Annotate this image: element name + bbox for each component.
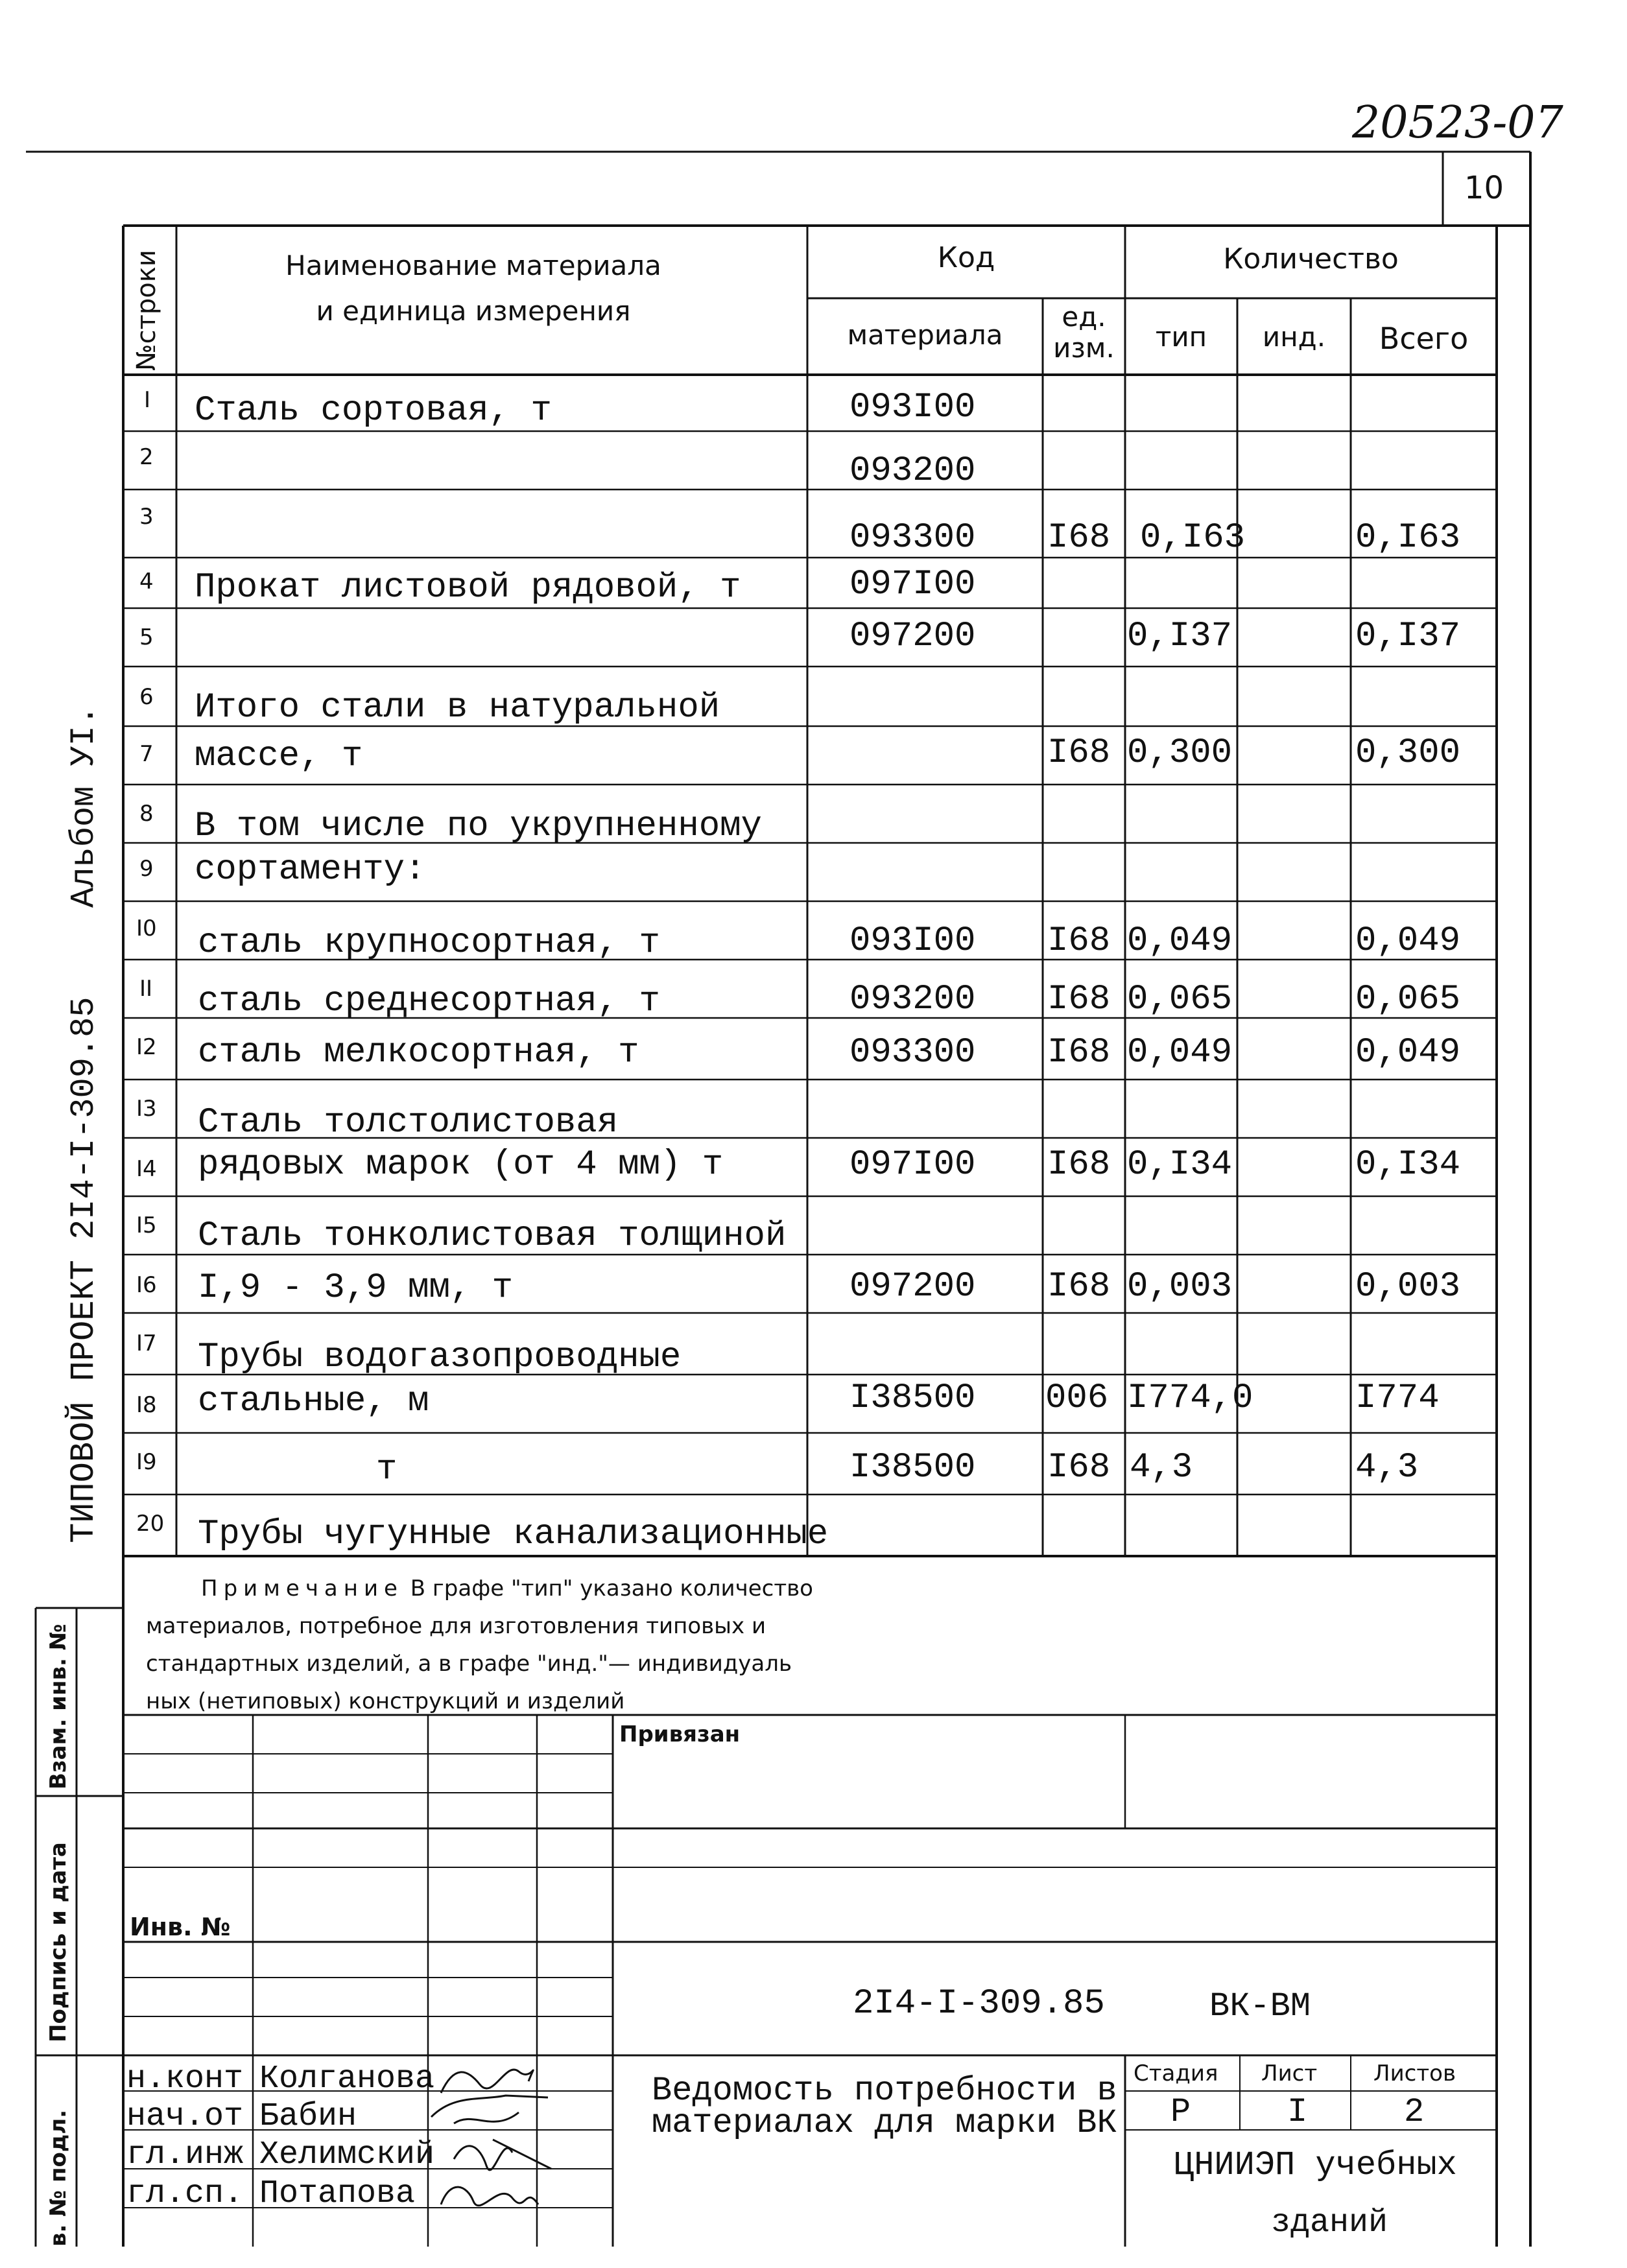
signer-name: Бабин [259,2098,357,2135]
material-code-header: материала [847,319,1003,351]
sheet-title-line1: Ведомость потребности в [652,2072,1117,2110]
sheet-title-line2: материалах для марки ВК [652,2104,1117,2142]
material-name: Сталь тонколистовая толщиной [198,1216,787,1256]
unit-header-line1: ед. [1062,301,1106,333]
quantity-type: 0,300 [1127,733,1233,773]
row-number: 9 [139,856,154,882]
page-number: 10 [1464,170,1504,206]
material-name: Трубы чугунные канализационные [198,1515,829,1554]
drawing-mark: ВК-ВМ [1209,1987,1311,2026]
row-number: 6 [139,684,154,710]
row-number: 7 [139,741,154,767]
material-name: Трубы водогазопроводные [198,1338,682,1377]
unit-code: I68 [1047,1033,1111,1072]
note-line1 [201,1576,813,1601]
unit-header-line2: изм. [1053,332,1115,364]
material-code: 097I00 [849,565,976,604]
unit-code: I68 [1047,1145,1111,1185]
material-name: рядовых марок (от 4 мм) т [198,1145,724,1185]
signer-role: гл.сп. [126,2175,244,2212]
unit-code: I68 [1047,1267,1111,1306]
quantity-total: 4,3 [1355,1448,1419,1487]
row-number: I8 [136,1392,157,1418]
quantity-type: 0,I34 [1127,1145,1233,1185]
material-name: Сталь сортовая, т [195,391,552,431]
sheet-label: Лист [1261,2061,1318,2086]
unit-code: I68 [1047,733,1111,773]
material-name: В том числе по укрупненному [195,807,762,846]
ind-header: инд. [1262,321,1326,353]
vzam-inv-label: Взам. инв. № [45,1624,71,1790]
material-name: сталь среднесортная, т [198,982,660,1021]
quantity-total: 0,I63 [1355,518,1461,558]
inv-number-label: Инв. № [130,1913,231,1941]
quantity-total: 0,049 [1355,921,1461,961]
quantity-total: 0,049 [1355,1033,1461,1072]
total-header: Всего [1379,321,1469,356]
quantity-type: 0,049 [1127,921,1233,961]
stage-value: Р [1170,2093,1191,2131]
signer-role: гл.инж [126,2136,244,2173]
row-number: I9 [136,1449,157,1475]
quantity-total: 0,I37 [1355,617,1461,656]
name-header-line2: и единица измерения [316,295,631,327]
unit-code: I68 [1047,518,1111,558]
unit-code: I68 [1047,980,1111,1019]
material-name: стальные, м [198,1382,429,1421]
sheet-value: I [1287,2093,1308,2131]
signer-name: Колганова [259,2061,435,2097]
material-name: Прокат листовой рядовой, т [195,568,741,608]
quantity-total: I774 [1355,1378,1440,1418]
note-line2: материалов, потребное для изготовления типовых и [146,1613,766,1639]
row-number: 4 [139,569,154,595]
note-text: В графе "тип" указано количество [403,1576,813,1601]
row-number: 20 [136,1511,165,1537]
quantity-total: 0,300 [1355,733,1461,773]
signer-role: нач.от [126,2098,244,2135]
material-name: сталь мелкосортная, т [198,1033,639,1072]
quantity-type: 0,065 [1127,980,1233,1019]
quantity-type: I774,0 [1127,1378,1253,1418]
row-number: II [139,976,153,1002]
quantity-total: 0,I34 [1355,1145,1461,1185]
podpis-data-label: Подпись и дата [45,1842,71,2042]
privyazan-label: Привязан [619,1721,741,1747]
material-code: 097I00 [849,1145,976,1185]
inv-podl-label: в. № подл. [45,2109,71,2247]
material-name: т [376,1450,398,1489]
material-name: Сталь толстолистовая [198,1103,619,1142]
unit-code: I68 [1047,921,1111,961]
row-number: 3 [139,504,154,530]
note-heading: Примечание [201,1576,403,1601]
unit-code: I68 [1047,1448,1111,1487]
material-code: 097200 [849,617,976,656]
project-label: ТИПОВОЙ ПРОЕКТ 2I4-I-309.85 [65,997,103,1543]
material-code: 093200 [849,980,976,1019]
stage-label: Стадия [1134,2061,1218,2086]
row-number: 2 [139,444,154,470]
row-number-header: №строки [132,250,161,371]
quantity-header: Количество [1223,242,1399,276]
designation: 2I4-I-309.85 [853,1984,1105,2024]
unit-code: 006 [1045,1378,1109,1418]
name-header-line1: Наименование материала [285,250,661,281]
note-line3: стандартных изделий, а в графе "инд."— индивидуаль [146,1651,792,1677]
material-name: Итого стали в натуральной [195,688,720,727]
quantity-total: 0,065 [1355,980,1461,1019]
row-number: 5 [139,624,154,650]
organization-line2: зданий [1271,2204,1388,2241]
material-code: I38500 [849,1448,976,1487]
quantity-type: 0,I63 [1140,518,1246,558]
material-code: 097200 [849,1267,976,1306]
note-line4: ных (нетиповых) конструкций и изделий [146,1688,625,1714]
album-label: Альбом УІ. [65,705,103,908]
code-header: Код [937,241,995,274]
row-number: I5 [136,1212,157,1238]
material-code: 093200 [849,451,976,491]
row-number: I7 [136,1330,157,1356]
row-number: 8 [139,801,154,827]
material-code: 093300 [849,518,976,558]
row-number: I6 [136,1272,157,1298]
material-code: 093I00 [849,388,976,427]
signer-name: Хелимский [259,2136,435,2173]
sheets-label: Листов [1373,2061,1456,2086]
quantity-type: 0,I37 [1127,617,1233,656]
organization-line1: ЦНИИЭП учебных [1174,2146,1457,2184]
material-code: 093300 [849,1033,976,1072]
row-number: I0 [136,915,157,941]
row-number: I3 [136,1096,157,1122]
material-code: I38500 [849,1378,976,1418]
material-name: сталь крупносортная, т [198,923,660,963]
material-name: массе, т [195,737,363,776]
signer-name: Потапова [259,2175,416,2212]
row-number: I [144,387,151,413]
quantity-type: 4,3 [1130,1448,1193,1487]
quantity-type: 0,003 [1127,1267,1233,1306]
material-name: I,9 - 3,9 мм, т [198,1268,514,1308]
sheets-value: 2 [1404,2093,1425,2131]
type-header: тип [1155,321,1207,353]
material-name: сортаменту: [195,850,426,890]
quantity-total: 0,003 [1355,1267,1461,1306]
signer-role: н.конт [126,2061,244,2097]
material-code: 093I00 [849,921,976,961]
document-number: 20523-07 [1352,97,1563,148]
quantity-type: 0,049 [1127,1033,1233,1072]
row-number: I4 [136,1156,157,1182]
row-number: I2 [136,1034,157,1060]
